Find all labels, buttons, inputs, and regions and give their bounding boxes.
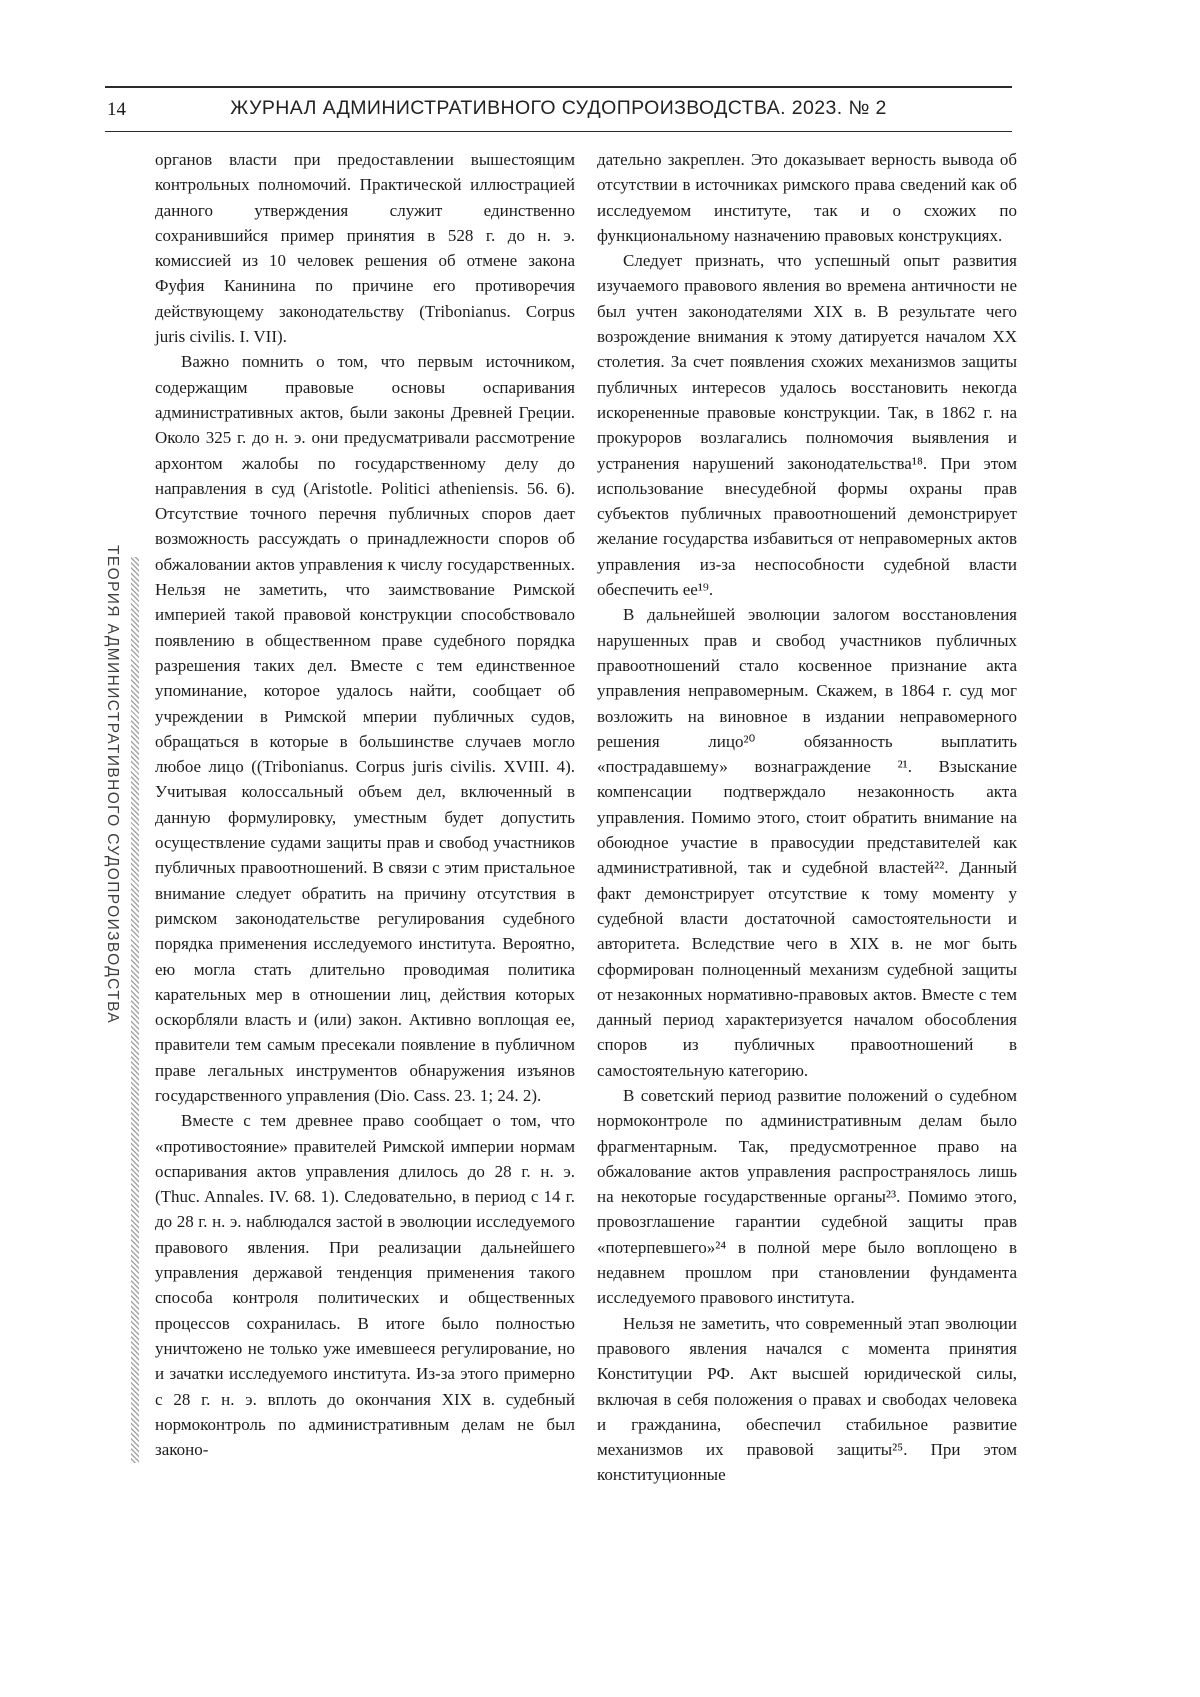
page-number: 14 [107,99,126,120]
paragraph: В дальнейшей эволюции залогом восстановления нарушенных прав и свобод участников публичных правоотношений стало косвенное признание акта управления неправомерным. Скажем, в 1864 г. суд мог возложить на виновное в издании неправомерного решения лицо²⁰ обязанность выплатить «пострадавшему» вознаграждение ²¹. Взыскание компенсации подтверждало незаконность акта управления. Помимо этого, стоит обратить внимание на обоюдное участие в правосудии представителей как административной, так и судебной властей²². Данный факт демонстрирует отсутствие к тому моменту у судебной власти достаточной самостоятельности и авторитета. Вследствие чего в XIX в. не мог быть сформирован полноценный механизм судебной защиты от незаконных нормативно-правовых актов. Вместе с тем данный период характеризуется началом обособления споров из публичных правоотношений в самостоятельную категорию. [597,605,1017,1080]
page-header [105,86,1012,132]
hatch-rule [131,557,139,1463]
paragraph: В советский период развитие положений о судебном нормоконтроле по административным делам было фрагментарным. Так, предусмотренное право на обжалование актов управления распространялось лишь на некоторые государственные органы²³. Помимо этого, провозглашение гарантии судебной защиты прав «потерпевшего»²⁴ в полной мере было воплощено в недавнем прошлом при становлении фундамента исследуемого правового института. [597,1085,1017,1308]
section-rubric-vertical: ТЕОРИЯ АДМИНИСТРАТИВНОГО СУДОПРОИЗВОДСТВА [104,545,121,1025]
paragraph: Нельзя не заметить, что современный этап эволюции правового явления начался с момента принятия Конституции РФ. Акт высшей юридической силы, включая в себя положения о правах и свободах человека и гражданина, обеспечил стабильное развитие механизмов их правовой защиты²⁵. При этом конституционные [597,1313,1017,1485]
paragraph: Важно помнить о том, что первым источником, содержащим правовые основы оспаривания административных актов, были законы Древней Греции. Около 325 г. до н. э. они предусматривали рассмотрение архонтом жалобы по государственному делу до направления в суд (Aristotle. Politici atheniensis. 56. 6). Отсутствие точного перечня публичных споров дает возможность рассуждать о принадлежности споров об обжаловании актов управления к числу государственных. Нельзя не заметить, что заимствование Римской империей такой правовой конструкции способствовало появлению в общественном праве судебного порядка разрешения таких дел. Вместе с тем единственное упоминание, которое удалось найти, сообщает об учреждении в Римской мперии публичных судов, обращаться в которые в большинстве случаев могло любое лицо ((Tribonianus. Corpus juris civilis. XVIII. 4). Учитывая колоссальный объем дел, включенный в данную формулировку, уместным будет допустить осуществление судами защиты прав и свобод участников публичных правоотношений. В связи с этим пристальное внимание следует обратить на причину отсутствия в римском законодательстве регулирования судебного порядка применения исследуемого института. Вероятно, ею могла стать длительно проводимая политика карательных мер в отношении лиц, действия которых оскорбляли власть и (или) закон. Активно воплощая ее, правители тем самым пресекали появление в публичном праве легальных инструментов обнаружения изъянов государственного управления (Dio. Cass. 23. 1; 24. 2). [155,352,575,1105]
journal-title: ЖУРНАЛ АДМИНИСТРАТИВНОГО СУДОПРОИЗВОДСТВА. 2023. № 2 [230,97,887,119]
left-column [155,147,575,1488]
paragraph: Следует признать, что успешный опыт развития изучаемого правового явления во времена античности не был учтен законодателями XIX в. В результате чего возрождение внимания к этому датируется началом XX столетия. За счет появления схожих механизмов защиты публичных интересов удалось восстановить некогда искорененные правовые конструкции. Так, в 1862 г. на прокуроров возлагались полномочия выявления и устранения нарушений законодательства¹⁸. При этом использование внесудебной формы охраны прав субъектов публичных правоотношений демонстрирует желание государства избавиться от неправомерных актов управления из-за неспособности судебной власти обеспечить ее¹⁹. [597,251,1017,600]
paragraph: органов власти при предоставлении вышестоящим контрольных полномочий. Практической иллюстрацией данного утверждения служит единственно сохранившийся пример принятия в 528 г. до н. э. комиссией из 10 человек решения об отмене закона Фуфия Канинина по причине его противоречия действующему законодательству (Tribonianus. Corpus juris civilis. I. VII). [155,150,575,347]
paragraph: дательно закреплен. Это доказывает верность вывода об отсутствии в источниках римского права сведений как об исследуемом институте, так и о схожих по функциональному назначению правовых конструкциях. [597,150,1017,245]
article-body [155,147,1017,1488]
paragraph: Вместе с тем древнее право сообщает о том, что «противостояние» правителей Римской империи нормам оспаривания актов управления длилось до 28 г. н. э. (Thuc. Annales. IV. 68. 1). Следовательно, в период с 14 г. до 28 г. н. э. наблюдался застой в эволюции исследуемого правового явления. При реализации дальнейшего управления державой тенденция применения такого способа контроля политических и общественных процессов сохранилась. В итоге было полностью уничтожено не только уже имевшееся регулирование, но и зачатки исследуемого института. Из-за этого примерно с 28 г. н. э. вплоть до окончания XIX в. судебный нормоконтроль по административным делам не был законо- [155,1111,575,1460]
right-column [597,147,1017,1488]
